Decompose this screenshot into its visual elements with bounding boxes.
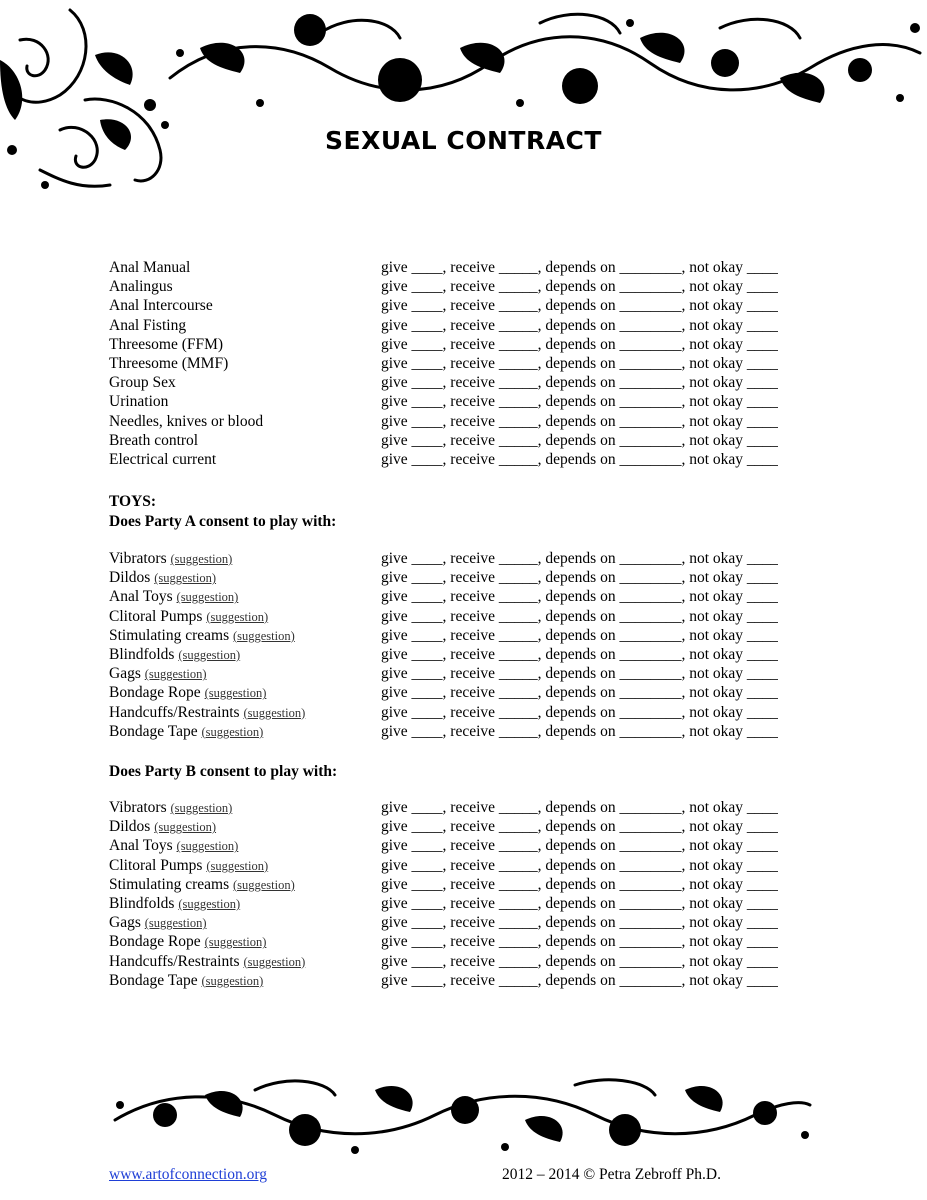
contract-row bbox=[109, 316, 819, 335]
item-label bbox=[109, 549, 232, 569]
contract-row bbox=[109, 354, 819, 373]
consent-options[interactable]: give ____, receive _____, depends on ________, not okay ____ bbox=[381, 665, 778, 683]
item-label bbox=[109, 817, 216, 837]
consent-options[interactable]: give ____, receive _____, depends on ________, not okay ____ bbox=[381, 451, 778, 468]
consent-options[interactable]: give ____, receive _____, depends on ________, not okay ____ bbox=[381, 607, 778, 625]
item-name: Anal Intercourse bbox=[109, 297, 213, 315]
contract-row bbox=[109, 296, 819, 315]
item-label bbox=[109, 354, 228, 373]
item-name: Electrical current bbox=[109, 451, 217, 468]
contract-row bbox=[109, 549, 819, 568]
item-name: Clitoral Pumps bbox=[109, 856, 203, 874]
item-name: Anal Fisting bbox=[109, 316, 187, 334]
consent-options[interactable]: give ____, receive _____, depends on ________, not okay ____ bbox=[381, 431, 778, 449]
contract-row bbox=[109, 703, 819, 722]
item-name: Bondage Rope bbox=[109, 684, 201, 702]
contract-row bbox=[109, 277, 819, 296]
item-label bbox=[109, 875, 295, 895]
contract-row bbox=[109, 952, 819, 971]
website-link[interactable]: www.artofconnection.org bbox=[109, 1166, 267, 1183]
item-label bbox=[109, 664, 207, 684]
item-label bbox=[109, 296, 213, 315]
suggestion-link[interactable]: (suggestion) bbox=[154, 571, 217, 586]
item-name: Needles, knives or blood bbox=[109, 412, 264, 430]
suggestion-link[interactable]: (suggestion) bbox=[232, 877, 295, 892]
item-name: Clitoral Pumps bbox=[109, 607, 203, 625]
item-name: Vibrators bbox=[109, 799, 167, 816]
item-label bbox=[109, 798, 232, 818]
consent-options[interactable]: give ____, receive _____, depends on ________, not okay ____ bbox=[381, 297, 778, 315]
item-name: Dildos bbox=[109, 569, 151, 587]
item-name: Blindfolds bbox=[109, 646, 175, 663]
page-title: SEXUAL CONTRACT bbox=[325, 126, 602, 155]
item-label bbox=[109, 316, 186, 335]
contract-row bbox=[109, 568, 819, 587]
consent-options[interactable]: give ____, receive _____, depends on ________, not okay ____ bbox=[381, 895, 778, 912]
consent-options[interactable]: give ____, receive _____, depends on ________, not okay ____ bbox=[381, 278, 778, 296]
item-name: Blindfolds bbox=[109, 895, 175, 912]
item-name: Anal Toys bbox=[109, 837, 173, 855]
consent-options[interactable]: give ____, receive _____, depends on ________, not okay ____ bbox=[381, 259, 778, 276]
item-label bbox=[109, 722, 263, 742]
consent-options[interactable]: give ____, receive _____, depends on ________, not okay ____ bbox=[381, 837, 778, 855]
consent-options[interactable]: give ____, receive _____, depends on ________, not okay ____ bbox=[381, 703, 778, 721]
suggestion-link[interactable]: (suggestion) bbox=[243, 954, 306, 969]
item-label bbox=[109, 932, 266, 952]
suggestion-link[interactable]: (suggestion) bbox=[176, 590, 239, 605]
item-label bbox=[109, 412, 263, 431]
consent-options[interactable]: give ____, receive _____, depends on ________, not okay ____ bbox=[381, 799, 778, 816]
contract-row bbox=[109, 626, 819, 645]
item-label bbox=[109, 971, 263, 991]
consent-options[interactable]: give ____, receive _____, depends on ________, not okay ____ bbox=[381, 875, 778, 893]
contract-row bbox=[109, 817, 819, 836]
suggestion-link[interactable]: (suggestion) bbox=[144, 916, 207, 931]
contract-row bbox=[109, 722, 819, 741]
item-name: Stimulating creams bbox=[109, 626, 230, 644]
contract-row bbox=[109, 335, 819, 354]
contract-row bbox=[109, 664, 819, 683]
contract-row bbox=[109, 392, 819, 411]
item-label bbox=[109, 277, 173, 296]
contract-row bbox=[109, 412, 819, 431]
item-name: Anal Manual bbox=[109, 259, 191, 276]
item-label bbox=[109, 335, 223, 354]
consent-options[interactable]: give ____, receive _____, depends on ________, not okay ____ bbox=[381, 646, 778, 663]
contract-row bbox=[109, 798, 819, 817]
item-label bbox=[109, 894, 240, 914]
consent-options[interactable]: give ____, receive _____, depends on ________, not okay ____ bbox=[381, 952, 778, 970]
item-name: Urination bbox=[109, 393, 169, 411]
contract-row bbox=[109, 856, 819, 875]
consent-options[interactable]: give ____, receive _____, depends on ________, not okay ____ bbox=[381, 569, 778, 587]
suggestion-link[interactable]: (suggestion) bbox=[176, 839, 239, 854]
contract-row bbox=[109, 431, 819, 450]
suggestion-link[interactable]: (suggestion) bbox=[204, 935, 267, 950]
item-label bbox=[109, 703, 305, 723]
item-label bbox=[109, 258, 190, 277]
item-label bbox=[109, 856, 268, 876]
consent-options[interactable]: give ____, receive _____, depends on ________, not okay ____ bbox=[381, 335, 778, 353]
item-name: Bondage Rope bbox=[109, 933, 201, 951]
contract-row bbox=[109, 875, 819, 894]
suggestion-link[interactable]: (suggestion) bbox=[201, 973, 264, 988]
corner-swirl-ornament bbox=[0, 0, 180, 195]
item-name: Analingus bbox=[109, 278, 173, 296]
suggestion-link[interactable]: (suggestion) bbox=[232, 628, 295, 643]
item-label bbox=[109, 952, 305, 972]
suggestion-link[interactable]: (suggestion) bbox=[204, 686, 267, 701]
suggestion-link[interactable]: (suggestion) bbox=[206, 609, 269, 624]
contract-row bbox=[109, 913, 819, 932]
item-name: Anal Toys bbox=[109, 588, 173, 606]
contract-row bbox=[109, 683, 819, 702]
contract-row bbox=[109, 450, 819, 469]
item-label bbox=[109, 373, 176, 392]
consent-options[interactable]: give ____, receive _____, depends on ________, not okay ____ bbox=[381, 933, 778, 951]
consent-options[interactable]: give ____, receive _____, depends on ________, not okay ____ bbox=[381, 374, 778, 392]
item-name: Bondage Tape bbox=[109, 722, 198, 740]
item-name: Threesome (MMF) bbox=[109, 355, 229, 372]
contract-row bbox=[109, 932, 819, 951]
contract-row bbox=[109, 258, 819, 277]
party-b-heading: Does Party B consent to play with: bbox=[109, 763, 338, 780]
consent-options[interactable]: give ____, receive _____, depends on ________, not okay ____ bbox=[381, 914, 778, 932]
consent-options[interactable]: give ____, receive _____, depends on ________, not okay ____ bbox=[381, 588, 778, 606]
contract-row bbox=[109, 645, 819, 664]
suggestion-link[interactable]: (suggestion) bbox=[206, 858, 269, 873]
item-label bbox=[109, 836, 238, 856]
bottom-swirl-border-ornament bbox=[105, 1075, 815, 1155]
item-name: Handcuffs/Restraints bbox=[109, 952, 240, 970]
item-label bbox=[109, 431, 198, 450]
item-name: Threesome (FFM) bbox=[109, 335, 224, 353]
item-label bbox=[109, 626, 295, 646]
contract-row bbox=[109, 587, 819, 606]
contract-row bbox=[109, 836, 819, 855]
contract-row bbox=[109, 894, 819, 913]
suggestion-link[interactable]: (suggestion) bbox=[178, 648, 241, 662]
item-name: Breath control bbox=[109, 431, 199, 449]
item-name: Handcuffs/Restraints bbox=[109, 703, 240, 721]
contract-row bbox=[109, 373, 819, 392]
suggestion-link[interactable]: (suggestion) bbox=[170, 552, 233, 566]
item-label bbox=[109, 392, 168, 411]
suggestion-link[interactable]: (suggestion) bbox=[144, 667, 207, 682]
consent-options[interactable]: give ____, receive _____, depends on ________, not okay ____ bbox=[381, 856, 778, 874]
item-label bbox=[109, 683, 266, 703]
consent-options[interactable]: give ____, receive _____, depends on ________, not okay ____ bbox=[381, 971, 778, 989]
consent-options[interactable]: give ____, receive _____, depends on ________, not okay ____ bbox=[381, 355, 778, 372]
suggestion-link[interactable]: (suggestion) bbox=[170, 801, 233, 815]
consent-options[interactable]: give ____, receive _____, depends on ________, not okay ____ bbox=[381, 684, 778, 702]
item-label bbox=[109, 568, 216, 588]
suggestion-link[interactable]: (suggestion) bbox=[201, 724, 264, 739]
item-name: Stimulating creams bbox=[109, 875, 230, 893]
toys-heading: TOYS: bbox=[109, 493, 157, 510]
top-swirl-border-ornament bbox=[160, 8, 927, 113]
consent-options[interactable]: give ____, receive _____, depends on ________, not okay ____ bbox=[381, 550, 778, 567]
item-label bbox=[109, 913, 207, 933]
item-name: Bondage Tape bbox=[109, 971, 198, 989]
item-name: Vibrators bbox=[109, 550, 167, 567]
item-label bbox=[109, 450, 216, 469]
contract-row bbox=[109, 971, 819, 990]
party-a-heading: Does Party A consent to play with: bbox=[109, 513, 337, 530]
item-label bbox=[109, 645, 240, 665]
consent-options[interactable]: give ____, receive _____, depends on ________, not okay ____ bbox=[381, 393, 778, 411]
consent-options[interactable]: give ____, receive _____, depends on ________, not okay ____ bbox=[381, 316, 778, 334]
item-name: Dildos bbox=[109, 818, 151, 836]
item-label bbox=[109, 587, 238, 607]
item-label bbox=[109, 607, 268, 627]
contract-row bbox=[109, 607, 819, 626]
suggestion-link[interactable]: (suggestion) bbox=[154, 820, 217, 835]
item-name: Gags bbox=[109, 665, 141, 683]
suggestion-link[interactable]: (suggestion) bbox=[178, 897, 241, 911]
item-name: Gags bbox=[109, 914, 141, 932]
copyright-notice: 2012 – 2014 © Petra Zebroff Ph.D. bbox=[502, 1166, 721, 1183]
consent-options[interactable]: give ____, receive _____, depends on ________, not okay ____ bbox=[381, 412, 778, 430]
consent-options[interactable]: give ____, receive _____, depends on ________, not okay ____ bbox=[381, 626, 778, 644]
consent-options[interactable]: give ____, receive _____, depends on ________, not okay ____ bbox=[381, 818, 778, 836]
item-name: Group Sex bbox=[109, 374, 176, 392]
consent-options[interactable]: give ____, receive _____, depends on ________, not okay ____ bbox=[381, 722, 778, 740]
suggestion-link[interactable]: (suggestion) bbox=[243, 705, 306, 720]
